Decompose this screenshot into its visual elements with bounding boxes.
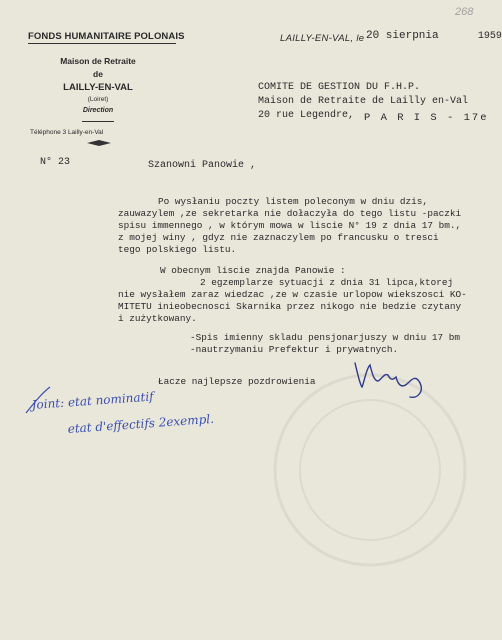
year-text: 1959 bbox=[477, 31, 502, 42]
recipient-line: Maison de Retraite de Lailly en-Val bbox=[258, 96, 469, 107]
note-line-1: Joint: etat nominatif bbox=[31, 389, 155, 412]
body-line: Po wysłaniu poczty listem poleconym w dniu dzis, bbox=[158, 196, 429, 207]
watermark-seal bbox=[270, 305, 470, 640]
recipient-city: P A R I S - 17e bbox=[364, 112, 489, 124]
body-line: zauwazylem ,ze sekretarka nie dołaczyła do tego listu -paczki bbox=[118, 208, 462, 219]
divider bbox=[82, 121, 114, 122]
date-text: 20 sierpnia bbox=[366, 30, 439, 42]
dateline-place: LAILLY-EN-VAL, le bbox=[280, 33, 365, 44]
note-line-2: etat d'effectifs 2exempl. bbox=[67, 411, 215, 436]
reference-number: N° 23 bbox=[40, 157, 71, 168]
body-line: spisu immennego , w którym mowa w liscie N° 19 z dnia 17 bm., bbox=[118, 220, 462, 231]
place-name: LAILLY-EN-VAL bbox=[63, 82, 133, 93]
organization-name: FONDS HUMANITAIRE POLONAIS bbox=[28, 31, 185, 42]
archive-number: 268 bbox=[455, 6, 474, 18]
body-line: -Spis imienny skladu pensjonarjuszy w dniu 17 bm bbox=[190, 332, 461, 343]
recipient-line: 20 rue Legendre, bbox=[258, 110, 355, 121]
body-line: nie wysłałem zaraz wiedzac ,ze w czasie urlopow wiekszosci KO- bbox=[118, 289, 467, 300]
telephone: Téléphone 3 Lailly-en-Val bbox=[30, 129, 104, 136]
divider bbox=[28, 43, 176, 44]
handwritten-note bbox=[22, 385, 252, 450]
body-line: W obecnym liscie znajda Panowie : bbox=[160, 265, 346, 276]
body-line: tego polskiego listu. bbox=[118, 244, 237, 255]
body-line: -nautrzymaniu Prefektur i prywatnych. bbox=[190, 344, 399, 355]
ornament-icon bbox=[86, 139, 112, 149]
recipient-line: COMITE DE GESTION DU F.H.P. bbox=[258, 82, 421, 93]
direction-label: Direction bbox=[82, 107, 114, 114]
dateline-date bbox=[366, 30, 502, 42]
body-line: z mojej winy , gdyz nie zaznaczylem po francusku o tresci bbox=[118, 232, 439, 243]
de-label: de bbox=[93, 69, 103, 79]
body-line: i zużytkowany. bbox=[118, 313, 197, 324]
closing: Łacze najlepsze pozdrowienia bbox=[158, 376, 316, 387]
body-line: MITETU inieobecnosci Skarnika przez nikogo nie bedzie czytany bbox=[118, 301, 462, 312]
body-line: 2 egzemplarze sytuacji z dnia 31 lipca,ktorej bbox=[200, 277, 454, 288]
salutation: Szanowni Panowie , bbox=[148, 160, 257, 171]
maison-label: Maison de Retraite bbox=[60, 56, 136, 66]
department: (Loiret) bbox=[87, 96, 109, 103]
